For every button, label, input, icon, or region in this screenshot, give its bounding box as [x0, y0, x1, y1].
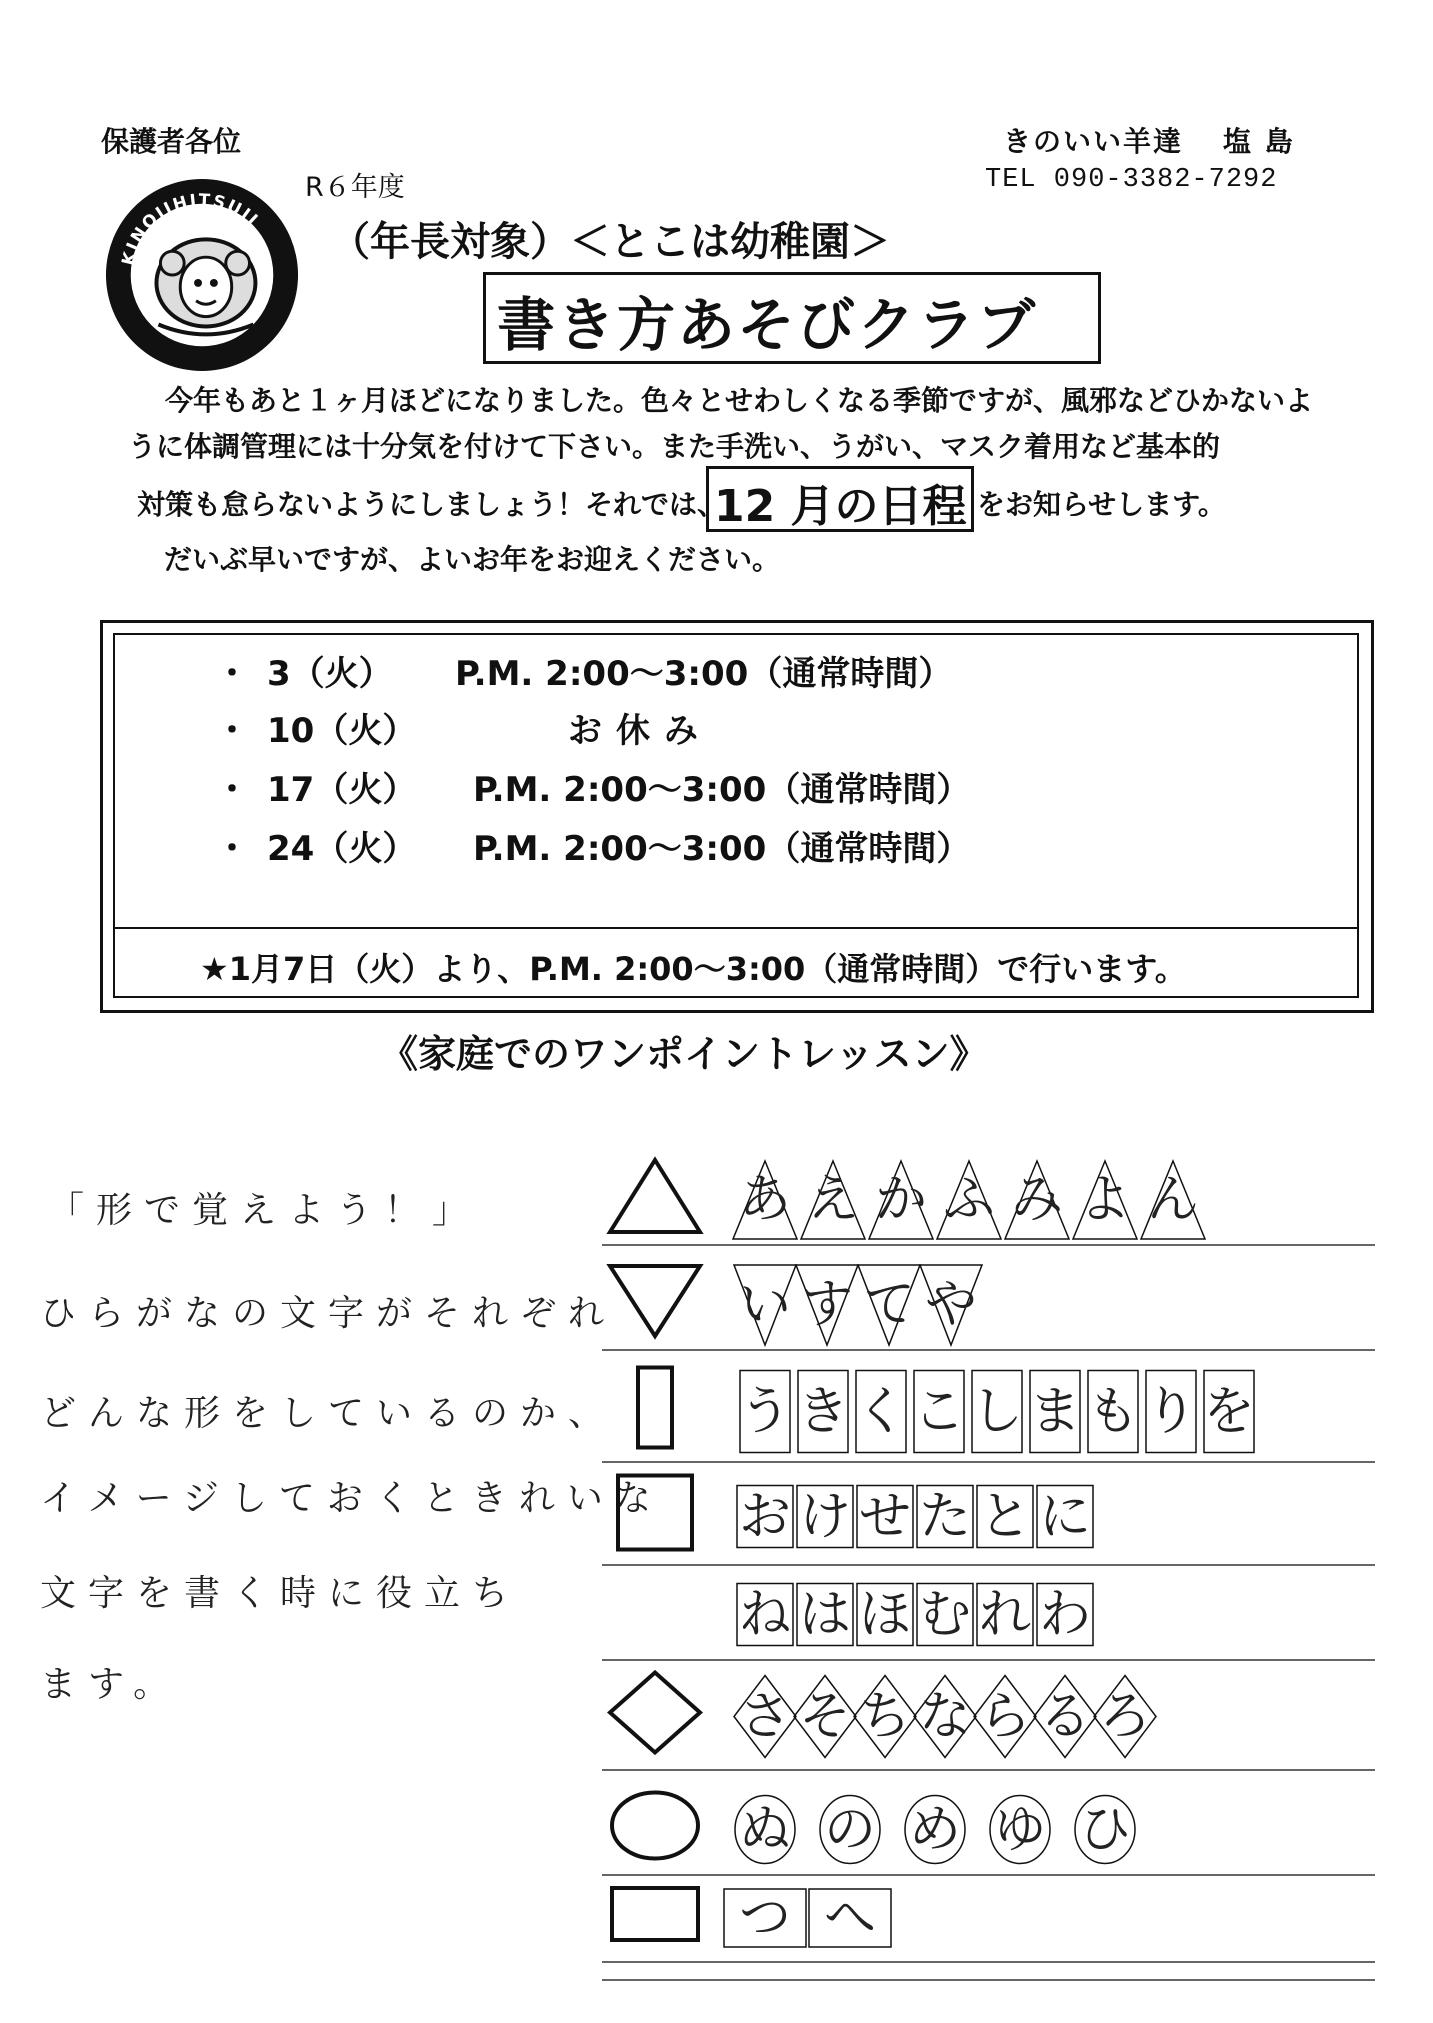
hiragana-char: ち	[859, 1686, 912, 1747]
hiragana-char: ゆ	[994, 1799, 1047, 1860]
hiragana-char: つ	[739, 1888, 792, 1948]
hiragana-char: ね	[739, 1584, 792, 1645]
hiragana-char: え	[807, 1170, 860, 1230]
hiragana-char: さ	[739, 1686, 792, 1747]
hiragana-char: り	[1145, 1381, 1198, 1442]
square-shape-icon	[618, 1476, 692, 1550]
logo-text: KINOIIHITSUJI	[117, 189, 264, 268]
inverted-triangle-shape-icon	[610, 1266, 700, 1336]
note-line: 「形で覚えよう！」	[48, 1190, 481, 1231]
hiragana-char: ほ	[859, 1584, 912, 1645]
month-highlight: 12 月の日程	[714, 481, 967, 532]
sender-person: 塩 島	[1223, 125, 1295, 158]
hiragana-char: へ	[824, 1888, 877, 1948]
hiragana-char: を	[1203, 1381, 1256, 1442]
fiscal-year: R６年度	[305, 172, 405, 203]
schedule-time: P.M. 2:00～3:00（通常時間）	[473, 829, 971, 869]
hiragana-char: む	[919, 1584, 972, 1645]
schedule-notice: ★1月7日（火）より、P.M. 2:00～3:00（通常時間）で行います。	[200, 950, 1187, 988]
note-line: 文字を書く時に役立ち	[40, 1573, 521, 1614]
circle-shape-icon	[612, 1793, 698, 1859]
hiragana-char: な	[919, 1686, 972, 1747]
intro-line-3-end: をお知らせします。	[977, 488, 1226, 521]
bullet: ・	[215, 829, 249, 869]
hiragana-char: く	[855, 1381, 908, 1442]
schedule-date: 17（火）	[267, 770, 417, 810]
schedule-time: P.M. 2:00～3:00（通常時間）	[473, 770, 971, 810]
hiragana-char: れ	[979, 1584, 1032, 1645]
hiragana-char: あ	[739, 1170, 792, 1230]
hiragana-char: の	[824, 1799, 877, 1860]
note-line: どんな形をしているのか、	[40, 1393, 617, 1434]
diamond-shape-icon	[610, 1673, 700, 1753]
hiragana-char: か	[875, 1170, 928, 1230]
hiragana-char: と	[979, 1486, 1032, 1547]
hiragana-char: た	[919, 1486, 972, 1547]
hiragana-char: ひ	[1079, 1799, 1132, 1860]
hiragana-char: き	[797, 1381, 850, 1442]
subtitle: （年長対象）＜とこは幼稚園＞	[330, 219, 890, 265]
hiragana-char: ぬ	[739, 1799, 792, 1860]
hiragana-char: ろ	[1099, 1686, 1152, 1747]
intro-line-2: うに体調管理には十分気を付けて下さい。また手洗い、うがい、マスク着用など基本的	[128, 430, 1221, 463]
intro-line-3-start: 対策も怠らないようにしましょう！それでは、	[137, 488, 726, 521]
hiragana-char: ら	[979, 1686, 1032, 1747]
hiragana-char: お	[739, 1486, 792, 1547]
hiragana-char: け	[799, 1486, 852, 1547]
hiragana-char: こ	[913, 1381, 966, 1442]
hiragana-char: に	[1039, 1486, 1092, 1547]
note-line: ひらがなの文字がそれぞれ	[40, 1293, 617, 1334]
bullet: ・	[215, 654, 249, 694]
note-line: イメージしておくときれいな	[40, 1478, 663, 1519]
hiragana-char: み	[1011, 1170, 1064, 1230]
hiragana-char: は	[799, 1584, 852, 1645]
page-title: 書き方あそびクラブ	[497, 291, 1038, 359]
hiragana-char: せ	[859, 1486, 912, 1547]
hiragana-char: す	[801, 1275, 854, 1335]
note-line: ます。	[40, 1664, 182, 1705]
hiragana-char: め	[909, 1799, 962, 1860]
hiragana-char: そ	[799, 1686, 852, 1747]
schedule-date: 10（火）	[267, 711, 417, 751]
hiragana-char: や	[925, 1275, 978, 1335]
hiragana-char: も	[1087, 1381, 1140, 1442]
hiragana-char: わ	[1039, 1584, 1092, 1645]
phone-number: TEL 090-3382-7292	[985, 165, 1278, 195]
triangle-shape-icon	[610, 1160, 700, 1232]
hiragana-char: ま	[1029, 1381, 1082, 1442]
hiragana-char: て	[863, 1275, 916, 1335]
hiragana-char: ん	[1147, 1170, 1200, 1230]
bullet: ・	[215, 711, 249, 751]
sender-group: きのいい羊達	[1003, 125, 1184, 158]
bullet: ・	[215, 770, 249, 810]
hiragana-char: う	[739, 1381, 792, 1442]
hiragana-char: る	[1039, 1686, 1092, 1747]
schedule-date: 3（火）	[267, 654, 393, 694]
tall-rectangle-shape-icon	[638, 1368, 672, 1448]
hiragana-char: よ	[1079, 1170, 1132, 1230]
schedule-time: お休み	[568, 711, 712, 751]
schedule-date: 24（火）	[267, 829, 417, 869]
schedule-time: P.M. 2:00～3:00（通常時間）	[455, 654, 953, 694]
wide-rectangle-shape-icon	[612, 1888, 698, 1940]
greeting: 保護者各位	[101, 125, 242, 158]
hiragana-char: ふ	[943, 1170, 996, 1230]
section-title: 《家庭でのワンポイントレッスン》	[380, 1032, 988, 1076]
hiragana-char: し	[971, 1381, 1024, 1442]
intro-line-4: だいぶ早いですが、よいお年をお迎えください。	[164, 543, 781, 576]
intro-line-1: 今年もあと１ヶ月ほどになりました。色々とせわしくなる季節ですが、風邪などひかないよ	[165, 384, 1314, 417]
hiragana-char: い	[739, 1275, 792, 1335]
